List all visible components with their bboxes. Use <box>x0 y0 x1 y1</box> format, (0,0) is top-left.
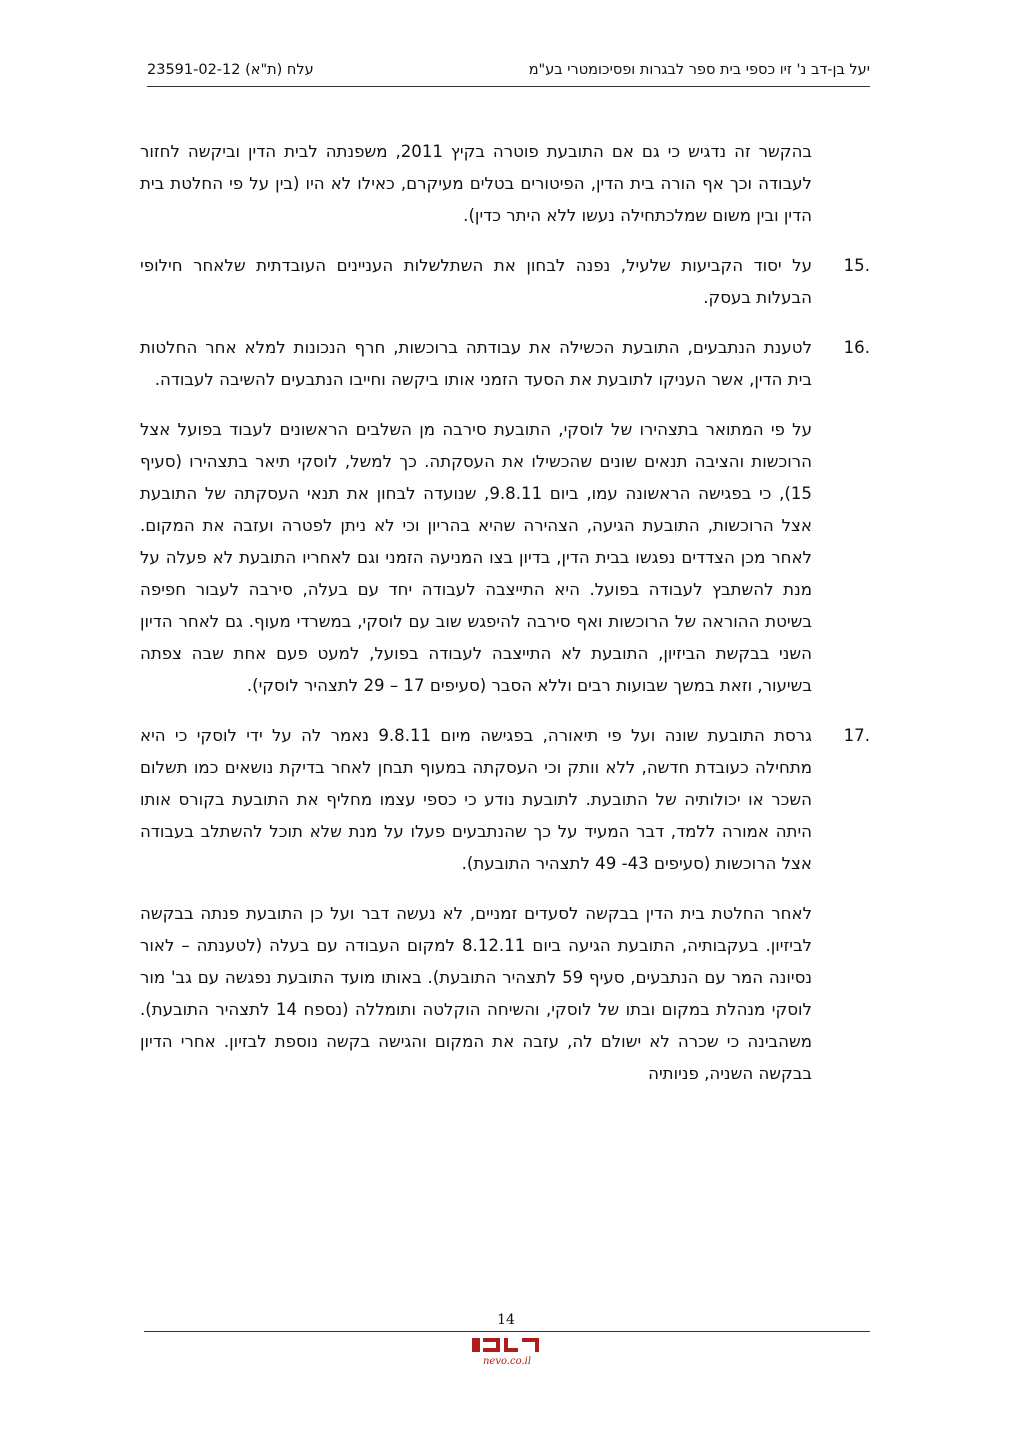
paragraph: על פי המתואר בתצהירו של לוסקי, התובעת סירבה מן השלבים הראשונים לעבוד בפועל אצל הרוכשות והציבה תנאים שונים שהכשילו את העסקתה. כך למשל, לוסקי תיאר בתצהירו (סעיף 15), כי בפגישה הראשונה עמו, ביום 9.8.11, שנועדה לבחון את תנאי העסקתה של התובעת אצל הרוכשות, התובעת הגיעה, הצהירה שהיא בהריון וכי לא ניתן לפטרה ועזבה את המקום. לאחר מכן הצדדים נפגשו בבית הדין, בדיון בצו המניעה הזמני וגם לאחריו התובעת לא פעלה על מנת להשתבץ לעבודה בפועל. היא התייצבה לעבודה יחד עם בעלה, סירבה לעבור חפיפה בשיטת ההוראה של הרוכשות ואף סירבה להיפגש שוב עם לוסקי, במשרדי מעוף. גם לאחר הדיון השני בבקשת הביזיון, התובעת לא התייצבה לעבודה בפועל, למעט פעם אחת שבה צפתה בשיעור, וזאת במשך שבועות רבים וללא הסבר (סעיפים 17 – 29 לתצהיר לוסקי). <box>140 420 812 695</box>
paragraph-text: על יסוד הקביעות שלעיל, נפנה לבחון את השתלשלות העניינים העובדתית שלאחר חילופי הבעלות בעסק. <box>140 256 812 307</box>
case-parties: יעל בן-דב נ' זיו כספי בית ספר לבגרות ופסיכומטרי בע"מ <box>528 62 870 78</box>
numbered-paragraph-16 <box>140 332 870 396</box>
footer-divider <box>144 1331 870 1332</box>
paragraph-text: גרסת התובעת שונה ועל פי תיאורה, בפגישה מיום 9.8.11 נאמר לה על ידי לוסקי כי היא מתחילה כעובדת חדשה, ללא וותק וכי העסקתה במעוף תבחן לאחר בדיקת נושאים כמו תשלום השכר או יכולותיה של התובעת. לתובעת נודע כי כספי עצמו מחליף את התובעת בקורס אותו היתה אמורה ללמד, דבר המעיד על כך שהנתבעים פעלו על מנת שלא תוכל להשתלב בעבודה אצל הרוכשות (סעיפים 43- 49 לתצהיר התובעת). <box>140 726 812 873</box>
paragraph-number: 15. <box>843 256 870 275</box>
paragraph-number: 16. <box>843 338 870 357</box>
paragraph-text: לטענת הנתבעים, התובעת הכשילה את עבודתה ברוכשות, חרף הנכונות למלא אחר החלטות בית הדין, אשר העניקו לתובעת את הסעד הזמני אותו ביקשה וחייבו הנתבעים להשיבה לעבודה. <box>140 338 812 389</box>
paragraph: בהקשר זה נדגיש כי גם אם התובעת פוטרה בקיץ 2011, משפנתה לבית הדין וביקשה לחזור לעבודה וכך אף הורה בית הדין, הפיטורים בטלים מעיקרם, כאילו לא היו (בין על פי החלטת בית הדין ובין משום שמלכתחילה נעשו ללא היתר כדין). <box>140 142 812 225</box>
nevo-logo <box>464 1335 550 1367</box>
page-number: 14 <box>497 1312 515 1328</box>
paragraph: לאחר החלטת בית הדין בבקשה לסעדים זמניים, לא נעשה דבר ועל כן התובעת פנתה בבקשה לביזיון. בעקבותיה, התובעת הגיעה ביום 8.12.11 למקום העבודה עם בעלה (לטענתה – לאור נסיונה המר עם הנתבעים, סעיף 59 לתצהיר התובעת). באותו מועד התובעת נפגשה עם גב' מור לוסקי מנהלת במקום ובתו של לוסקי, והשיחה הוקלטה ותומללה (נספח 14 לתצהיר התובעת). משהבינה כי שכרה לא ישולם לה, עזבה את המקום והגישה בקשה נוספת לבזיון. אחרי הדיון בבקשה השניה, פניותיה <box>140 904 812 1083</box>
paragraph-number: 17. <box>843 726 870 745</box>
svg-text:nevo.co.il: nevo.co.il <box>482 1356 532 1367</box>
document-body <box>140 136 870 1108</box>
numbered-paragraph-15 <box>140 250 870 314</box>
case-number: עלח (ת"א) 23591-02-12 <box>147 62 314 78</box>
numbered-paragraph-17 <box>140 720 870 880</box>
page-header <box>147 56 870 87</box>
